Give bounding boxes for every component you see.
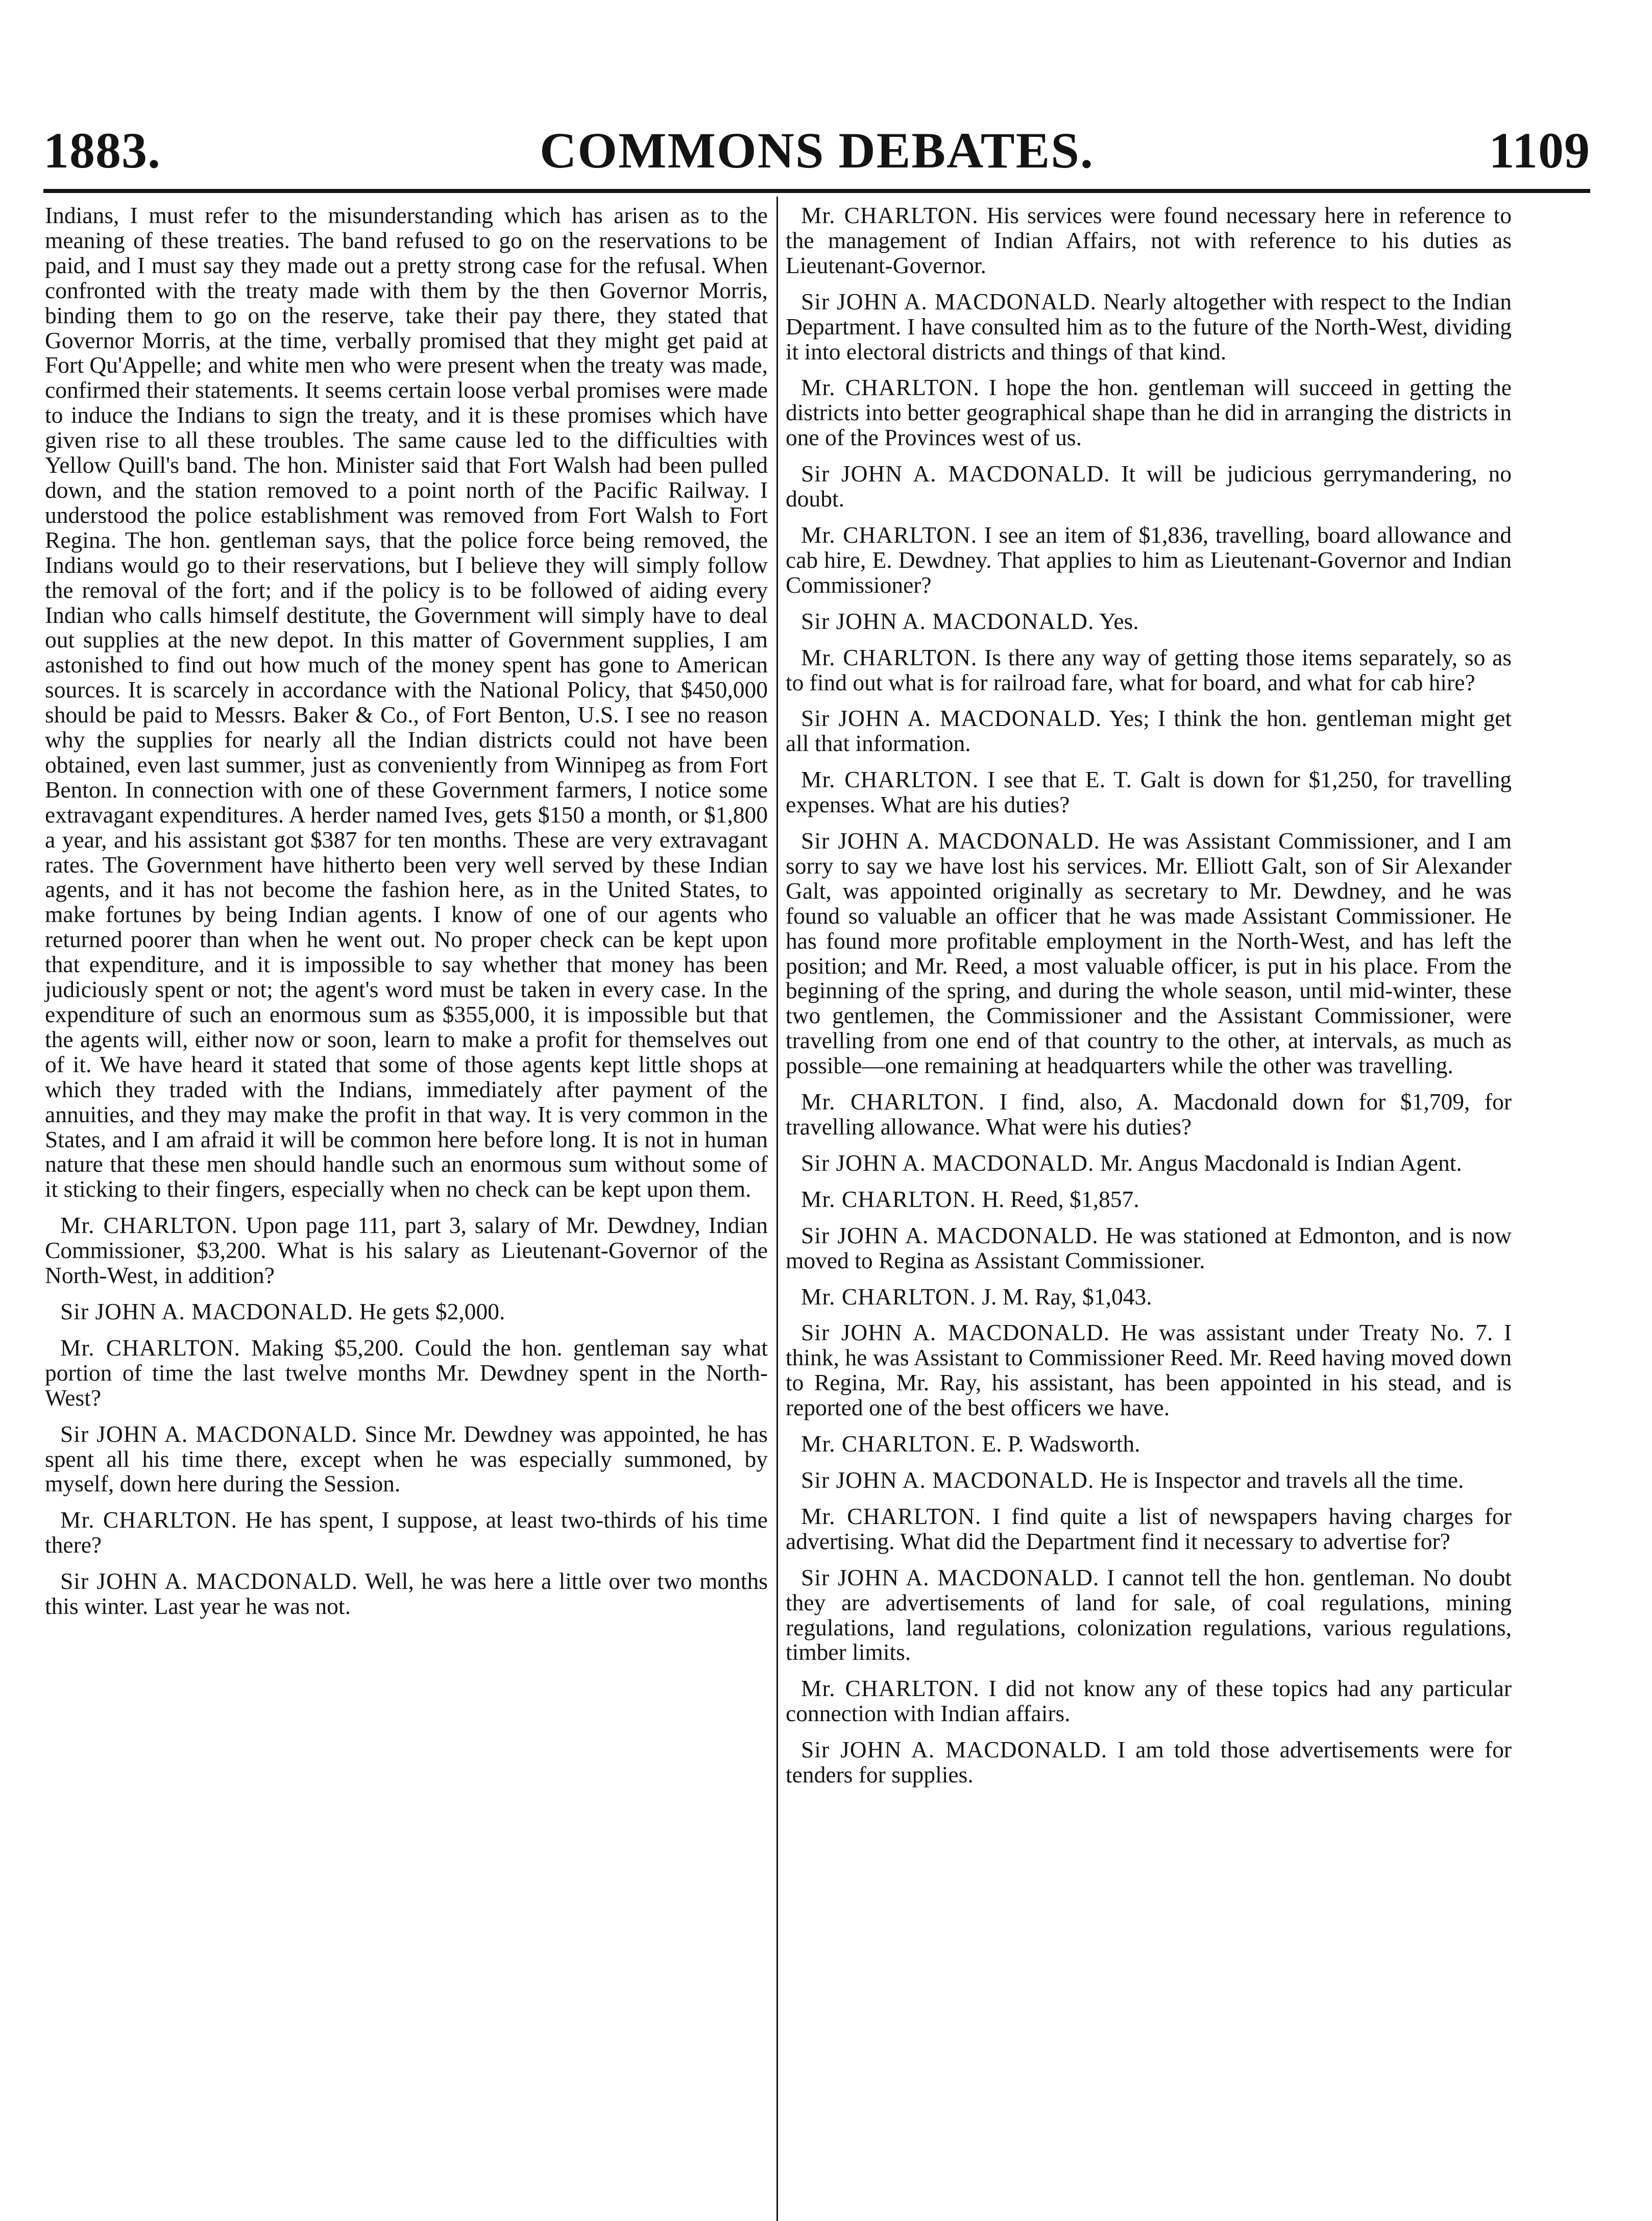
speaker-name: Sir JOHN A. MACDONALD. [801, 1736, 1108, 1763]
paragraph-text: I see an item of $1,836, travelling, board allowance and cab hire, E. Dewdney. That applies to him as Lieutenant-Governor and Indian Commissioner? [786, 521, 1512, 598]
paragraph [786, 609, 1512, 634]
paragraph-text: E. P. Wadsworth. [982, 1431, 1140, 1457]
paragraph [45, 203, 768, 1202]
speaker-name: Mr. CHARLTON. [801, 1675, 980, 1702]
speaker-name: Sir JOHN A. MACDONALD. [801, 1319, 1110, 1346]
header-year: 1883. [43, 122, 161, 179]
paragraph [786, 203, 1512, 278]
paragraph-text: Since Mr. Dewdney was appointed, he has spent all his time there, except when he was especially summoned, by myself, down here during the Session. [45, 1420, 768, 1497]
paragraph-text: I find, also, A. Macdonald down for $1,709, for travelling allowance. What were his duties? [786, 1089, 1512, 1140]
paragraph-text: Yes; I think the hon. gentleman might get all that information. [786, 705, 1512, 757]
speaker-name: Sir JOHN A. MACDONALD. [60, 1420, 358, 1447]
paragraph [786, 1737, 1512, 1788]
paragraph [45, 1213, 768, 1288]
paragraph-text: I did not know any of these topics had any particular connection with Indian affairs. [786, 1675, 1512, 1727]
speaker-name: Mr. CHARLTON. [801, 202, 979, 228]
speaker-name: Sir JOHN A. MACDONALD. [60, 1298, 354, 1324]
speaker-name: Sir JOHN A. MACDONALD. [801, 461, 1110, 487]
speaker-name: Mr. CHARLTON. [801, 1431, 976, 1457]
paragraph [786, 1432, 1512, 1457]
paragraph-text: Making $5,200. Could the hon. gentleman say what portion of time the last twelve months Mr. Dewdney spent in the North-West? [45, 1334, 768, 1411]
paragraph-text: Well, he was here a little over two months this winter. Last year he was not. [45, 1568, 768, 1620]
speaker-name: Mr. CHARLTON. [801, 521, 978, 548]
paragraph-text: Yes. [1099, 608, 1139, 634]
paragraph [786, 1676, 1512, 1726]
speaker-name: Sir JOHN A. MACDONALD. [801, 828, 1100, 854]
speaker-name: Sir JOHN A. MACDONALD. [801, 608, 1095, 634]
speaker-name: Sir JOHN A. MACDONALD. [60, 1568, 358, 1595]
paragraph [786, 767, 1512, 817]
speaker-name: Mr. CHARLTON. [801, 644, 978, 670]
paragraph [786, 1320, 1512, 1420]
paragraph [786, 1090, 1512, 1140]
speaker-name: Mr. CHARLTON. [60, 1212, 238, 1239]
paragraph-text: H. Reed, $1,857. [982, 1186, 1139, 1212]
speaker-name: Mr. CHARLTON. [801, 1186, 976, 1212]
speaker-name: Mr. CHARLTON. [801, 374, 980, 401]
paragraph [786, 1187, 1512, 1212]
paragraph [45, 1508, 768, 1558]
paragraph [786, 1504, 1512, 1554]
paragraph-text: Nearly altogether with respect to the Indian Department. I have consulted him as to the future of the North-West, dividing it into electoral districts and things of that kind. [786, 288, 1512, 365]
paragraph-text: Indians, I must refer to the misunderstanding which has arisen as to the meaning of these treaties. The band refused to go on the reservations to be paid, and I must say they made out a pretty strong case for the refusal. When confronted with the treaty made with them by the then Governor Morris, binding them to go on the reserve, take their pay there, they stated that Governor Morris, at the time, verbally promised that they might get paid at Fort Qu'Appelle; and white men who were present when the treaty was made, confirmed their statements. It seems certain loose verbal promises were made to induce the Indians to sign the treaty, and it is these promises which have given rise to all these troubles. The same cause led to the difficulties with Yellow Quill's band. The hon. Minister said that Fort Walsh had been pulled down, and the station removed to a point north of the Pacific Railway. I understood the police establishment was removed from Fort Walsh to Fort Regina. The hon. gentleman says, that the police force being removed, the Indians would go to their reservations, but I believe they will simply follow the removal of the fort; and if the policy is to be followed of aiding every Indian who calls himself destitute, the Government will simply have to deal out supplies at the new depot. In this matter of Government supplies, I am astonished to find out how much of the money spent has gone to American sources. It is scarcely in accordance with the National Policy, that $450,000 should be paid to Messrs. Baker & Co., of Fort Benton, U.S. I see no reason why the supplies for nearly all the Indian districts could not have been obtained, even last summer, just as conveniently from Winnipeg as from Fort Benton. In connection with one of these Government farmers, I notice some extravagant expenditures. A herder named Ives, gets $150 a month, or $1,800 a year, and his assistant got $387 for ten months. These are very extravagant rates. The Government have hitherto been very well served by these Indian agents, and it has not become the fashion here, as in the United States, to make fortunes by being Indian agents. I know of one of our agents who returned poorer than when he went out. No proper check can be kept upon that expenditure, and it is impossible to say whether that money has been judiciously spent or not; the agent's word must be taken in every case. In the expenditure of such an enormous sum as $355,000, it is impossible but that the agents will, either now or soon, learn to make a profit for themselves out of it. We have heard it stated that some of those agents kept little shops at which they traded with the Indians, immediately after payment of the annuities, and they may make the profit in that way. It is very common in the States, and I am afraid it will be common here before long. It is not in human nature that these men should handle such an enormous sum without some of it sticking to their fingers, especially when no check can be kept upon them. [45, 202, 768, 1202]
speaker-name: Mr. CHARLTON. [801, 1283, 976, 1310]
paragraph-text: I am told those advertisements were for tenders for supplies. [786, 1736, 1512, 1788]
header-rule [43, 189, 1590, 193]
paragraph [786, 1565, 1512, 1665]
paragraph [786, 375, 1512, 450]
paragraph [786, 462, 1512, 512]
paragraph [45, 1569, 768, 1619]
speaker-name: Sir JOHN A. MACDONALD. [801, 705, 1102, 732]
right-column [786, 203, 1512, 1788]
paragraph-text: He gets $2,000. [359, 1298, 505, 1324]
paragraph [786, 645, 1512, 695]
paragraph-text: He was stationed at Edmonton, and is now moved to Regina as Assistant Commissioner. [786, 1222, 1512, 1273]
paragraph [45, 1336, 768, 1411]
paragraph [786, 1468, 1512, 1493]
paragraph-text: He has spent, I suppose, at least two-thirds of his time there? [45, 1507, 768, 1558]
paragraph [786, 523, 1512, 598]
paragraph [786, 1223, 1512, 1273]
speaker-name: Mr. CHARLTON. [801, 1503, 982, 1529]
page-header [43, 115, 1590, 186]
speaker-name: Sir JOHN A. MACDONALD. [801, 1149, 1095, 1176]
speaker-name: Mr. CHARLTON. [801, 766, 979, 793]
header-page-number: 1109 [1489, 122, 1590, 179]
paragraph-text: J. M. Ray, $1,043. [982, 1283, 1152, 1310]
paragraph-text: I hope the hon. gentleman will succeed in getting the districts into better geographical shape than he did in arranging the districts in one of the Provinces west of us. [786, 374, 1512, 451]
paragraph [786, 1151, 1512, 1176]
speaker-name: Mr. CHARLTON. [60, 1507, 237, 1533]
speaker-name: Sir JOHN A. MACDONALD. [801, 1466, 1095, 1493]
paragraph-text: He was Assistant Commissioner, and I am sorry to say we have lost his services. Mr. Elliott Galt, son of Sir Alexander Galt, was appointed originally as secretary to Mr. Dewdney, and he was found so valuable an officer that he was made Assistant Commissioner. He has found more profitable employment in the North-West, and has left the position; and Mr. Reed, a most valuable officer, is put in his place. From the beginning of the spring, and during the whole season, until mid-winter, these two gentlemen, the Commissioner and the Assistant Commissioner, were travelling from one end of that country to the other, at intervals, as much as possible—one remaining at headquarters while the other was travelling. [786, 828, 1512, 1079]
paragraph-text: It will be judicious gerrymandering, no doubt. [786, 461, 1512, 512]
speaker-name: Mr. CHARLTON. [801, 1089, 985, 1115]
column-divider [776, 197, 778, 2221]
paragraph-text: He was assistant under Treaty No. 7. I think, he was Assistant to Commissioner Reed. Mr. Reed having moved down to Regina, Mr. Ray, his assistant, has been appointed in his stead, and is reported one of the best officers we have. [786, 1319, 1512, 1421]
paragraph-text: Mr. Angus Macdonald is Indian Agent. [1100, 1149, 1462, 1176]
paragraph [45, 1299, 768, 1324]
paragraph [786, 289, 1512, 365]
paragraph-text: Is there any way of getting those items separately, so as to find out what is for railroad fare, what for board, and what for cab hire? [786, 644, 1512, 695]
paragraph-text: I see that E. T. Galt is down for $1,250, for travelling expenses. What are his duties? [786, 766, 1512, 818]
paragraph-text: I find quite a list of newspapers having charges for advertising. What did the Department find it necessary to advertise for? [786, 1503, 1512, 1554]
paragraph [786, 829, 1512, 1078]
paragraph-text: I cannot tell the hon. gentleman. No doubt they are advertisements of land for sale, of coal regulations, mining regulations, land regulations, colonization regulations, various regulations, timber limits. [786, 1564, 1512, 1665]
speaker-name: Sir JOHN A. MACDONALD. [801, 1564, 1100, 1590]
speaker-name: Mr. CHARLTON. [60, 1334, 240, 1361]
paragraph [45, 1422, 768, 1497]
paragraph-text: His services were found necessary here in reference to the management of Indian Affairs, not with reference to his duties as Lieutenant-Governor. [786, 202, 1512, 278]
speaker-name: Sir JOHN A. MACDONALD. [801, 1222, 1099, 1248]
speaker-name: Sir JOHN A. MACDONALD. [801, 288, 1097, 315]
paragraph-text: He is Inspector and travels all the time. [1100, 1466, 1464, 1493]
header-title: COMMONS DEBATES. [540, 122, 1094, 179]
paragraph [786, 706, 1512, 756]
paragraph [786, 1285, 1512, 1310]
paragraph-text: Upon page 111, part 3, salary of Mr. Dewdney, Indian Commissioner, $3,200. What is his salary as Lieutenant-Governor of the North-West, in addition? [45, 1212, 768, 1289]
left-column [45, 203, 768, 1619]
